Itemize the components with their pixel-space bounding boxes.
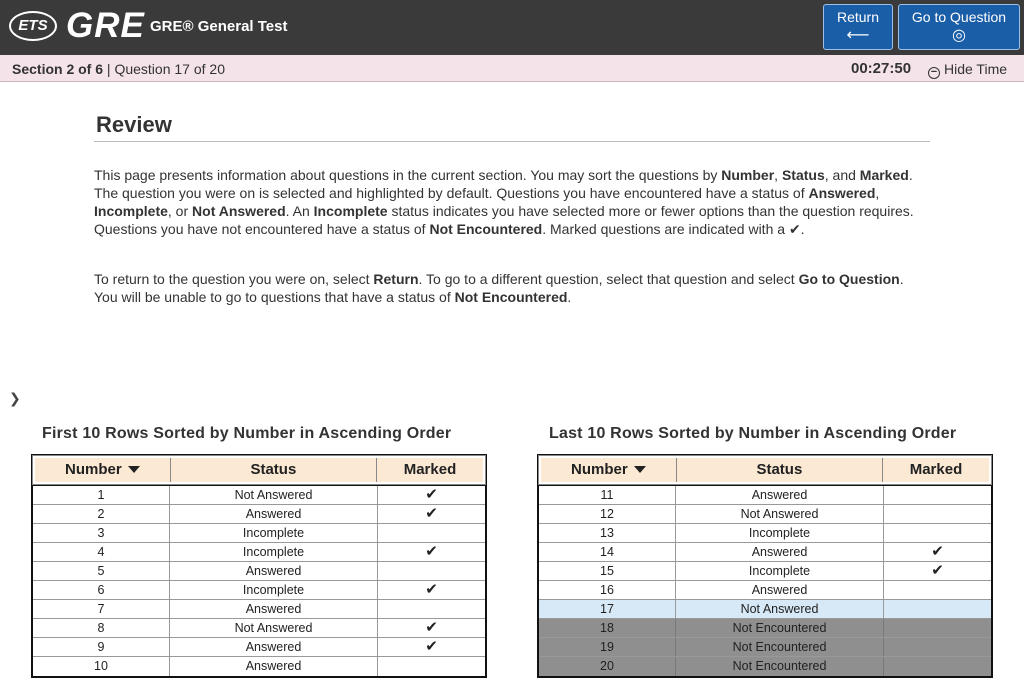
- status-cell: Incomplete: [170, 524, 378, 542]
- hide-time-button[interactable]: [928, 61, 1007, 79]
- bold-term: Marked: [859, 167, 909, 183]
- question-number-cell: 17: [539, 600, 676, 618]
- table-row[interactable]: [539, 562, 991, 581]
- table-row[interactable]: [33, 505, 485, 524]
- marked-cell: [378, 657, 485, 676]
- status-cell: Not Answered: [676, 600, 884, 618]
- go-to-question-label: Go to Question: [911, 9, 1007, 25]
- checkmark-icon: ✔: [425, 543, 438, 560]
- question-number-cell: 6: [33, 581, 170, 599]
- bold-term: ✔: [788, 221, 801, 237]
- instructions-paragraph-2: [94, 270, 929, 306]
- question-number-cell: 20: [539, 657, 676, 676]
- question-label: Question 17 of 20: [114, 61, 225, 77]
- status-column-header[interactable]: Status: [171, 458, 377, 482]
- checkmark-icon: ✔: [425, 581, 438, 598]
- text-run: This page presents information about questions in the current section. You may sort the questions by: [94, 167, 722, 183]
- status-cell: Answered: [170, 562, 378, 580]
- marked-cell: [884, 543, 991, 561]
- status-cell: Not Encountered: [676, 619, 884, 637]
- table-header: [33, 456, 485, 484]
- text-run: ,: [774, 167, 782, 183]
- marked-cell: [378, 619, 485, 637]
- bold-term: Incomplete: [313, 203, 388, 219]
- page-title: Review: [96, 112, 172, 137]
- section-progress: [12, 61, 225, 77]
- question-number-cell: 13: [539, 524, 676, 542]
- status-cell: Answered: [170, 657, 378, 676]
- marked-cell: [884, 524, 991, 542]
- table-row[interactable]: [33, 524, 485, 543]
- checkmark-icon: ✔: [931, 543, 944, 560]
- table-row[interactable]: [33, 600, 485, 619]
- status-cell: Incomplete: [170, 581, 378, 599]
- timer: 00:27:50: [851, 60, 912, 77]
- table1-title: First 10 Rows Sorted by Number in Ascending Order: [42, 425, 452, 442]
- marked-cell: [378, 505, 485, 523]
- question-number-cell: 8: [33, 619, 170, 637]
- marked-cell: [884, 619, 991, 637]
- bold-term: Number: [721, 167, 775, 183]
- section-label: Section 2 of 6: [12, 61, 104, 77]
- text-run: . An: [285, 203, 314, 219]
- question-number-cell: 14: [539, 543, 676, 561]
- question-number-cell: 11: [539, 486, 676, 504]
- table-header: [539, 456, 991, 484]
- status-cell: Answered: [676, 581, 884, 599]
- hide-time-label: Hide Time: [944, 61, 1008, 77]
- table-row[interactable]: [33, 657, 485, 676]
- status-cell: Answered: [170, 638, 378, 656]
- bold-term: Return: [373, 271, 419, 287]
- marked-cell: [378, 600, 485, 618]
- question-number-cell: 15: [539, 562, 676, 580]
- checkmark-icon: ✔: [931, 562, 944, 579]
- table-row[interactable]: [33, 581, 485, 600]
- checkmark-icon: ✔: [425, 505, 438, 522]
- title-divider: [94, 141, 930, 142]
- text-run: , or: [167, 203, 193, 219]
- table-body: [539, 484, 991, 676]
- status-cell: Answered: [676, 543, 884, 561]
- question-number-cell: 3: [33, 524, 170, 542]
- go-to-question-button[interactable]: [898, 4, 1020, 50]
- marked-cell: [378, 524, 485, 542]
- status-cell: Incomplete: [676, 524, 884, 542]
- status-bar: [0, 55, 1024, 82]
- table-row[interactable]: [33, 638, 485, 657]
- bold-term: Not Answered: [192, 203, 286, 219]
- marked-column-header[interactable]: Marked: [909, 461, 963, 478]
- table-row: [539, 657, 991, 676]
- status-cell: Not Answered: [170, 486, 378, 504]
- marked-cell: [378, 486, 485, 504]
- status-cell: Incomplete: [676, 562, 884, 580]
- status-cell: Not Encountered: [676, 638, 884, 656]
- marked-column-header[interactable]: Marked: [403, 461, 457, 478]
- question-number-cell: 9: [33, 638, 170, 656]
- sort-desc-icon: [634, 466, 646, 473]
- bold-term: Not Encountered: [429, 221, 543, 237]
- marked-cell: [884, 657, 991, 676]
- ets-logo: ETS: [9, 11, 57, 41]
- text-run: status indicates you have selected more or fewer options than the question requires. Questions you have not encountered have a status of: [94, 203, 914, 237]
- status-cell: Not Answered: [676, 505, 884, 523]
- bold-term: Incomplete: [94, 203, 168, 219]
- minus-circle-icon: −: [928, 67, 940, 79]
- bold-term: Answered: [808, 185, 876, 201]
- status-cell: Not Encountered: [676, 657, 884, 676]
- marked-cell: [378, 638, 485, 656]
- question-number-cell: 2: [33, 505, 170, 523]
- return-button[interactable]: [823, 4, 893, 50]
- text-run: , and: [824, 167, 860, 183]
- table-row[interactable]: [33, 619, 485, 638]
- instructions-paragraph-1: [94, 166, 929, 238]
- arrow-left-icon: ⟵: [846, 27, 870, 44]
- table-row[interactable]: [539, 505, 991, 524]
- text-run: .: [800, 221, 805, 237]
- table-row[interactable]: [539, 543, 991, 562]
- marked-cell: [378, 581, 485, 599]
- sort-desc-icon: [128, 466, 140, 473]
- question-number-cell: 10: [33, 657, 170, 676]
- table2-title: Last 10 Rows Sorted by Number in Ascending Order: [549, 425, 957, 442]
- table-row[interactable]: [539, 600, 991, 619]
- question-number-cell: 4: [33, 543, 170, 561]
- marked-cell: [884, 486, 991, 504]
- number-header-label: Number: [571, 461, 628, 478]
- bold-term: Status: [781, 167, 825, 183]
- question-number-cell: 19: [539, 638, 676, 656]
- table-body: [33, 484, 485, 676]
- marked-cell: [884, 600, 991, 618]
- question-number-cell: 5: [33, 562, 170, 580]
- question-number-cell: 1: [33, 486, 170, 504]
- top-bar: [0, 0, 1024, 55]
- table-row[interactable]: [539, 486, 991, 505]
- text-run: .: [567, 289, 572, 305]
- bold-term: Not Encountered: [454, 289, 568, 305]
- question-number-cell: 16: [539, 581, 676, 599]
- table-row[interactable]: [33, 543, 485, 562]
- table-row[interactable]: [539, 581, 991, 600]
- target-icon: ◎: [952, 27, 966, 44]
- table-row[interactable]: [33, 562, 485, 581]
- text-run: ,: [875, 185, 880, 201]
- status-cell: Answered: [170, 600, 378, 618]
- marked-cell: [884, 562, 991, 580]
- marked-cell: [884, 581, 991, 599]
- test-title: GRE® General Test: [150, 18, 288, 35]
- question-table-first: [31, 454, 487, 678]
- text-run: To return to the question you were on, select: [94, 271, 374, 287]
- table-row[interactable]: [539, 524, 991, 543]
- question-number-cell: 12: [539, 505, 676, 523]
- checkmark-icon: ✔: [425, 486, 438, 503]
- chevron-right-icon[interactable]: ❯: [9, 390, 21, 406]
- number-header-label: Number: [65, 461, 122, 478]
- marked-cell: [884, 638, 991, 656]
- status-column-header[interactable]: Status: [677, 458, 883, 482]
- table-row: [539, 619, 991, 638]
- number-column-header[interactable]: [541, 458, 677, 482]
- marked-cell: [378, 562, 485, 580]
- text-run: . Marked questions are indicated with a: [542, 221, 789, 237]
- separator: |: [103, 61, 115, 77]
- status-cell: Not Answered: [170, 619, 378, 637]
- status-cell: Answered: [676, 486, 884, 504]
- question-number-cell: 18: [539, 619, 676, 637]
- status-cell: Incomplete: [170, 543, 378, 561]
- text-run: . To go to a different question, select that question and select: [418, 271, 799, 287]
- table-row[interactable]: [33, 486, 485, 505]
- text-run: . The question you were on is selected and highlighted by default. Questions you have encountered have a status of: [94, 167, 913, 201]
- table-row: [539, 638, 991, 657]
- number-column-header[interactable]: [35, 458, 171, 482]
- status-cell: Answered: [170, 505, 378, 523]
- question-table-last: [537, 454, 993, 678]
- marked-cell: [378, 543, 485, 561]
- checkmark-icon: ✔: [425, 638, 438, 655]
- marked-cell: [884, 505, 991, 523]
- bold-term: Go to Question: [798, 271, 900, 287]
- return-button-label: Return: [836, 9, 880, 25]
- gre-logo: GRE: [66, 6, 145, 45]
- question-number-cell: 7: [33, 600, 170, 618]
- text-run: . You will be unable to go to questions that have a status of: [94, 271, 904, 305]
- checkmark-icon: ✔: [425, 619, 438, 636]
